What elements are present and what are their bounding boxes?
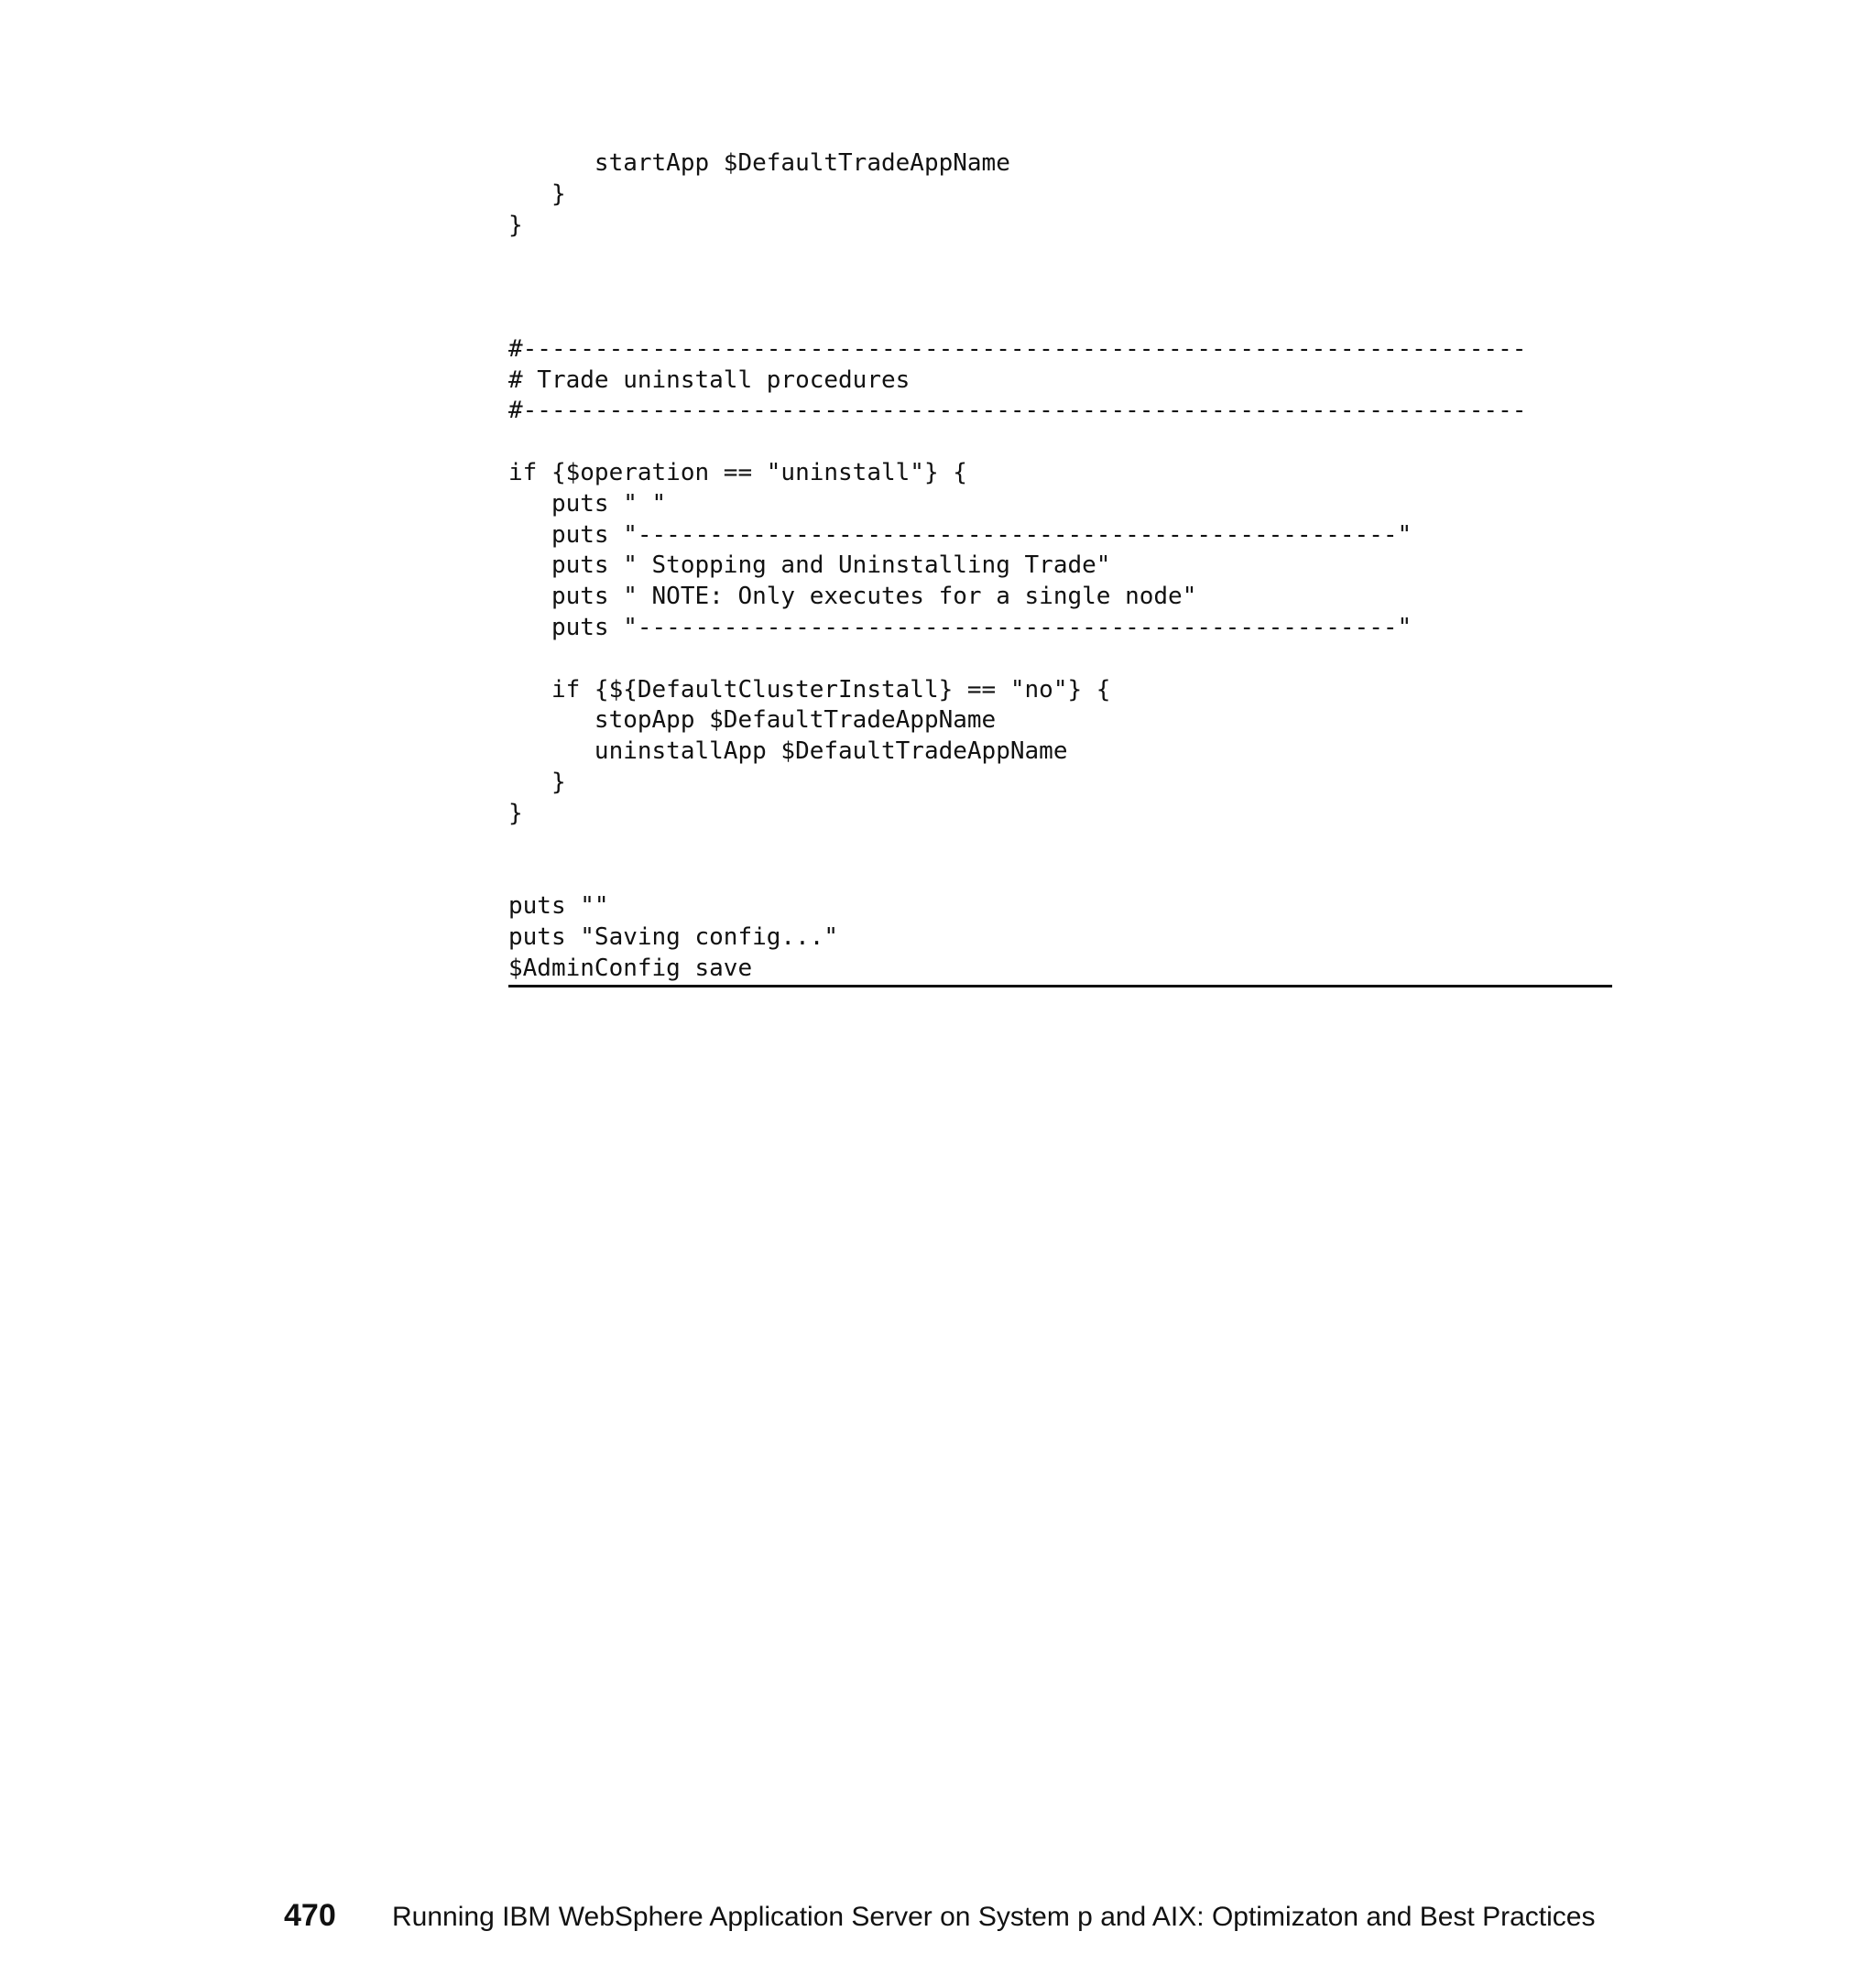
code-line <box>508 303 1612 334</box>
code-line: puts "" <box>508 892 609 921</box>
code-line <box>508 830 1612 861</box>
page-footer <box>284 1898 1595 1934</box>
code-line: puts " " <box>508 489 667 518</box>
code-line: # Trade uninstall procedures <box>508 366 911 394</box>
code-line <box>508 427 1612 458</box>
code-line: stopApp $DefaultTradeAppName <box>508 706 997 735</box>
code-line: startApp $DefaultTradeAppName <box>508 149 1010 177</box>
code-line: puts "-----------------------------------------------------" <box>508 520 1412 549</box>
page-number: 470 <box>284 1898 336 1933</box>
book-title: Running IBM WebSphere Application Server on System p and AIX: Optimizaton and Best Practices <box>392 1902 1596 1932</box>
code-line: if {$operation == "uninstall"} { <box>508 458 967 486</box>
code-line: if {${DefaultClusterInstall} == "no"} { <box>508 675 1111 704</box>
code-line: uninstallApp $DefaultTradeAppName <box>508 737 1068 766</box>
code-line: } <box>508 799 523 827</box>
code-line <box>508 241 1612 272</box>
code-line: $AdminConfig save <box>508 954 753 982</box>
code-line: puts "-----------------------------------------------------" <box>508 613 1412 641</box>
code-line <box>508 860 1612 891</box>
code-line: puts " NOTE: Only executes for a single node" <box>508 583 1197 611</box>
code-listing <box>508 148 1612 988</box>
code-line: puts " Stopping and Uninstalling Trade" <box>508 551 1111 580</box>
code-line: } <box>508 180 566 208</box>
code-line <box>508 644 1612 675</box>
code-line: #---------------------------------------------------------------------- <box>508 334 1527 363</box>
code-line: } <box>508 211 523 239</box>
code-line: #---------------------------------------------------------------------- <box>508 397 1527 425</box>
code-line: } <box>508 768 566 796</box>
code-line: puts "Saving config..." <box>508 922 839 951</box>
code-line <box>508 272 1612 303</box>
